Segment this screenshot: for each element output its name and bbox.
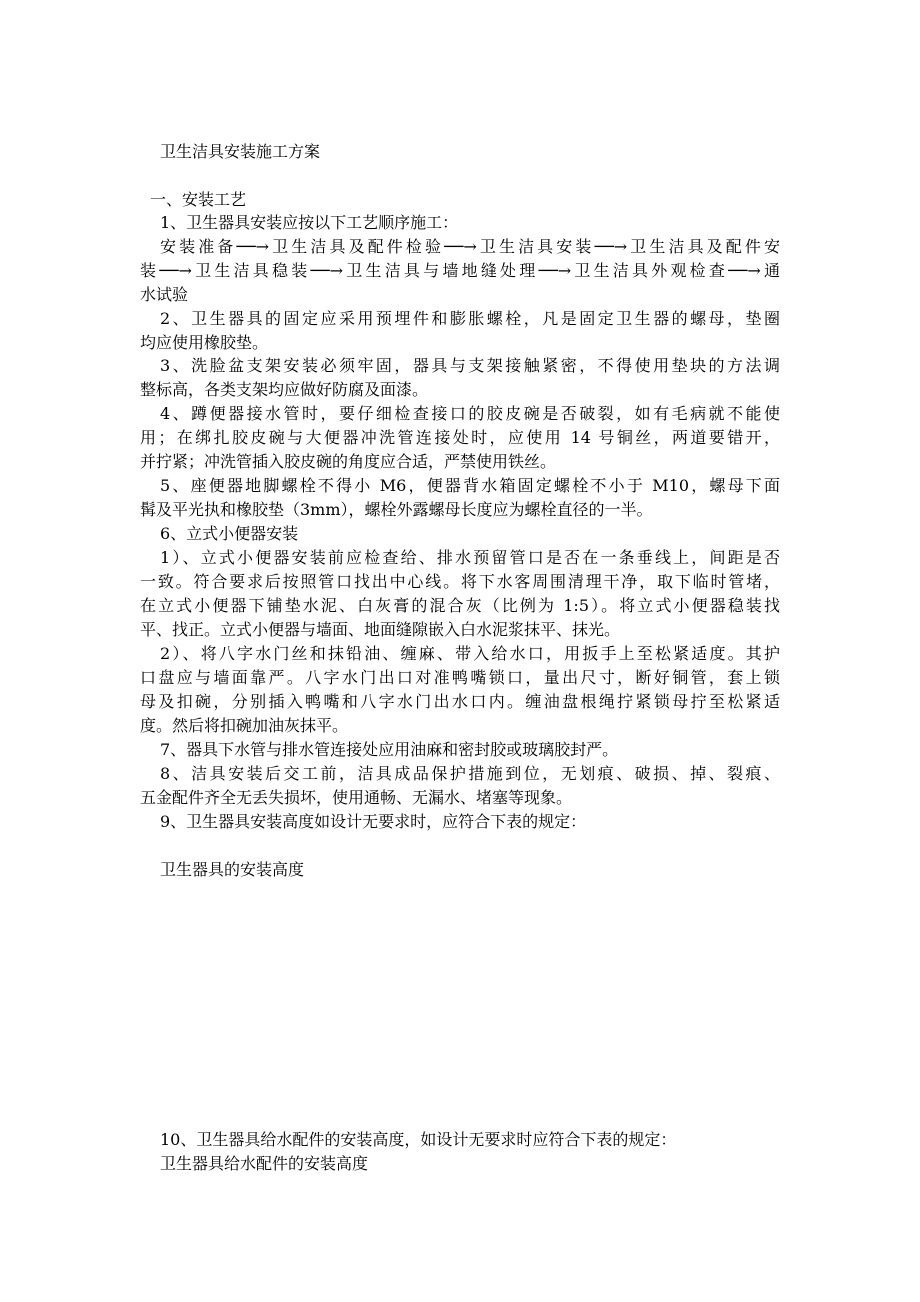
paragraph-6-sub1-line3: 在立式小便器下铺垫水泥、白灰膏的混合灰（比例为 1:5）。将立式小便器稳装找 [140, 596, 780, 615]
paragraph-4-line1: 4、蹲便器接水管时，要仔细检查接口的胶皮碗是否破裂，如有毛病就不能使 [160, 404, 780, 423]
paragraph-6-sub2-line4: 度。然后将扣碗加油灰抹平。 [140, 716, 349, 735]
paragraph-9: 9、卫生器具安装高度如设计无要求时，应符合下表的规定： [160, 812, 587, 831]
section-heading: 一、安装工艺 [150, 190, 247, 209]
paragraph-1-flow-line2: 装──→卫生洁具稳装──→卫生洁具与墙地缝处理──→卫生洁具外观检查──→通 [140, 261, 780, 280]
paragraph-6-sub1-line1: 1）、立式小便器安装前应检查给、排水预留管口是否在一条垂线上，间距是否 [160, 548, 780, 567]
table-2-caption: 卫生器具给水配件的安装高度 [160, 1154, 369, 1173]
paragraph-6-sub1-line4: 平、找正。立式小便器与墙面、地面缝隙嵌入白水泥浆抹平、抹光。 [140, 620, 621, 639]
paragraph-4-line2: 用；在绑扎胶皮碗与大便器冲洗管连接处时，应使用 14 号铜丝，两道要错开， [140, 428, 780, 447]
paragraph-6-heading: 6、立式小便器安装 [160, 524, 299, 543]
paragraph-1-flow-line3: 水试验 [140, 285, 189, 304]
paragraph-6-sub2-line3: 母及扣碗，分别插入鸭嘴和八字水门出水口内。缠油盘根绳拧紧锁母拧至松紧适 [140, 692, 780, 711]
paragraph-10: 10、卫生器具给水配件的安装高度，如设计无要求时应符合下表的规定： [160, 1130, 677, 1149]
paragraph-6-sub1-line2: 一致。符合要求后按照管口找出中心线。将下水客周围清理干净，取下临时管堵， [140, 572, 780, 591]
paragraph-8-line2: 五金配件齐全无丢失损坏，使用通畅、无漏水、堵塞等现象。 [140, 788, 573, 807]
paragraph-5-line2: 髯及平光执和橡胶垫（3mm），螺栓外露螺母长度应为螺栓直径的一半。 [140, 500, 653, 519]
paragraph-5-line1: 5、座便器地脚螺栓不得小 M6，便器背水箱固定螺栓不小于 M10，螺母下面 [160, 476, 780, 495]
paragraph-1-intro: 1、卫生器具安装应按以下工艺顺序施工： [160, 213, 459, 232]
paragraph-7: 7、器具下水管与排水管连接处应用油麻和密封胶或玻璃胶封严。 [160, 740, 619, 759]
paragraph-8-line1: 8、洁具安装后交工前，洁具成品保护措施到位，无划痕、破损、掉、裂痕、 [160, 764, 780, 783]
paragraph-3-line2: 整标高，各类支架均应做好防腐及面漆。 [140, 380, 429, 399]
paragraph-6-sub2-line2: 口盘应与墙面靠严。八字水门出口对准鸭嘴锁口，量出尺寸，断好铜管，套上锁 [140, 668, 780, 687]
document-title: 卫生洁具安装施工方案 [160, 142, 321, 161]
paragraph-4-line3: 并拧紧；冲洗管插入胶皮碗的角度应合适，严禁使用铁丝。 [140, 452, 557, 471]
table-1-caption: 卫生器具的安装高度 [160, 860, 305, 879]
paragraph-6-sub2-line1: 2）、将八字水门丝和抹铅油、缠麻、带入给水口，用扳手上至松紧适度。其护 [160, 644, 780, 663]
paragraph-3-line1: 3、洗脸盆支架安装必须牢固，器具与支架接触紧密，不得使用垫块的方法调 [160, 356, 780, 375]
paragraph-1-flow-line1: 安装准备──→卫生洁具及配件检验──→卫生洁具安装──→卫生洁具及配件安 [160, 237, 780, 256]
paragraph-2-line2: 均应使用橡胶垫。 [140, 333, 269, 352]
paragraph-2-line1: 2、卫生器具的固定应采用预埋件和膨胀螺栓，凡是固定卫生器的螺母，垫圈 [160, 309, 780, 328]
